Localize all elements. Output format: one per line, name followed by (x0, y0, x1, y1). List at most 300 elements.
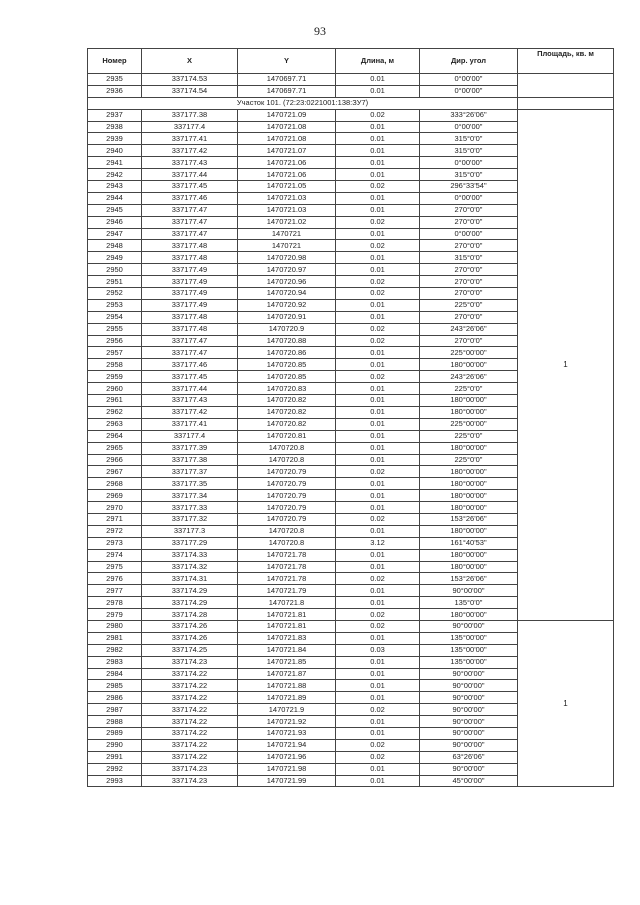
direction-angle: 315°0'0" (420, 133, 518, 145)
coord-y: 1470721.85 (238, 656, 336, 668)
point-number: 2985 (88, 680, 142, 692)
direction-angle: 0°00'00" (420, 74, 518, 86)
coord-y: 1470720.8 (238, 537, 336, 549)
length: 0.02 (336, 751, 420, 763)
coord-x: 337174.25 (142, 644, 238, 656)
point-number: 2957 (88, 347, 142, 359)
coord-x: 337174.32 (142, 561, 238, 573)
point-number: 2949 (88, 252, 142, 264)
length: 0.01 (336, 454, 420, 466)
direction-angle: 270°0'0" (420, 216, 518, 228)
point-number: 2976 (88, 573, 142, 585)
coord-y: 1470721.07 (238, 145, 336, 157)
coord-y: 1470697.71 (238, 74, 336, 86)
direction-angle: 270°0'0" (420, 264, 518, 276)
length: 0.01 (336, 668, 420, 680)
point-number: 2980 (88, 620, 142, 632)
coord-y: 1470721.94 (238, 739, 336, 751)
length: 0.01 (336, 74, 420, 86)
coord-x: 337177.47 (142, 216, 238, 228)
coord-y: 1470721.93 (238, 727, 336, 739)
direction-angle: 0°00'00" (420, 157, 518, 169)
coord-x: 337174.22 (142, 727, 238, 739)
point-number: 2941 (88, 157, 142, 169)
length: 0.02 (336, 240, 420, 252)
coord-x: 337177.49 (142, 264, 238, 276)
point-number: 2936 (88, 85, 142, 97)
point-number: 2962 (88, 406, 142, 418)
coord-y: 1470720.8 (238, 525, 336, 537)
direction-angle: 161°40'53" (420, 537, 518, 549)
coord-y: 1470721.96 (238, 751, 336, 763)
coord-x: 337174.23 (142, 763, 238, 775)
point-number: 2967 (88, 466, 142, 478)
coord-y: 1470720.82 (238, 395, 336, 407)
direction-angle: 225°0'0" (420, 454, 518, 466)
length: 0.01 (336, 727, 420, 739)
coord-y: 1470721.9 (238, 704, 336, 716)
direction-angle: 270°0'0" (420, 311, 518, 323)
point-number: 2993 (88, 775, 142, 787)
length: 0.02 (336, 276, 420, 288)
coord-x: 337174.26 (142, 632, 238, 644)
length: 0.01 (336, 502, 420, 514)
coord-x: 337177.47 (142, 204, 238, 216)
length: 0.01 (336, 561, 420, 573)
length: 0.01 (336, 656, 420, 668)
coord-y: 1470720.85 (238, 359, 336, 371)
length: 0.01 (336, 478, 420, 490)
direction-angle: 0°00'00" (420, 121, 518, 133)
coord-x: 337177.47 (142, 347, 238, 359)
direction-angle: 225°0'0" (420, 299, 518, 311)
coord-x: 337177.42 (142, 406, 238, 418)
coord-x: 337177.47 (142, 228, 238, 240)
point-number: 2969 (88, 490, 142, 502)
table-row (88, 74, 614, 86)
length: 0.01 (336, 347, 420, 359)
coord-y: 1470720.98 (238, 252, 336, 264)
length: 0.01 (336, 395, 420, 407)
point-number: 2989 (88, 727, 142, 739)
direction-angle: 180°00'00" (420, 442, 518, 454)
coord-x: 337174.31 (142, 573, 238, 585)
length: 0.01 (336, 252, 420, 264)
point-number: 2986 (88, 692, 142, 704)
length: 0.01 (336, 383, 420, 395)
point-number: 2965 (88, 442, 142, 454)
header-x: X (142, 49, 238, 74)
coord-y: 1470720.8 (238, 442, 336, 454)
point-number: 2971 (88, 513, 142, 525)
coord-x: 337174.53 (142, 74, 238, 86)
point-number: 2937 (88, 109, 142, 121)
coord-x: 337177.38 (142, 454, 238, 466)
coord-y: 1470720.88 (238, 335, 336, 347)
length: 0.02 (336, 739, 420, 751)
coord-y: 1470721.06 (238, 169, 336, 181)
direction-angle: 135°0'0" (420, 597, 518, 609)
direction-angle: 0°00'00" (420, 85, 518, 97)
point-number: 2992 (88, 763, 142, 775)
coord-y: 1470721.09 (238, 109, 336, 121)
coord-x: 337177.4 (142, 430, 238, 442)
point-number: 2963 (88, 418, 142, 430)
header-number: Номер (88, 49, 142, 74)
coord-y: 1470721.84 (238, 644, 336, 656)
length: 0.01 (336, 406, 420, 418)
direction-angle: 180°00'00" (420, 359, 518, 371)
coord-y: 1470721.81 (238, 620, 336, 632)
coord-x: 337177.42 (142, 145, 238, 157)
length: 0.01 (336, 716, 420, 728)
length: 0.02 (336, 323, 420, 335)
length: 0.01 (336, 299, 420, 311)
length: 0.02 (336, 109, 420, 121)
length: 0.02 (336, 573, 420, 585)
length: 0.02 (336, 335, 420, 347)
direction-angle: 63°26'06" (420, 751, 518, 763)
parcel-title: Участок 101. (72:23:0221001:138:ЗУ7) (88, 97, 518, 109)
coord-x: 337174.54 (142, 85, 238, 97)
coord-y: 1470720.79 (238, 502, 336, 514)
coord-y: 1470720.83 (238, 383, 336, 395)
length: 0.01 (336, 525, 420, 537)
direction-angle: 90°00'00" (420, 716, 518, 728)
coord-x: 337174.22 (142, 716, 238, 728)
point-number: 2935 (88, 74, 142, 86)
length: 0.01 (336, 359, 420, 371)
coord-x: 337177.44 (142, 169, 238, 181)
coord-y: 1470721.78 (238, 573, 336, 585)
coord-x: 337177.35 (142, 478, 238, 490)
coord-y: 1470720.91 (238, 311, 336, 323)
direction-angle: 225°0'0" (420, 383, 518, 395)
length: 0.01 (336, 157, 420, 169)
coord-x: 337174.22 (142, 704, 238, 716)
direction-angle: 225°00'00" (420, 418, 518, 430)
length: 0.01 (336, 133, 420, 145)
coord-y: 1470721.89 (238, 692, 336, 704)
point-number: 2940 (88, 145, 142, 157)
header-angle: Дир. угол (420, 49, 518, 74)
coord-x: 337177.33 (142, 502, 238, 514)
length: 0.02 (336, 371, 420, 383)
coord-x: 337174.23 (142, 775, 238, 787)
coord-y: 1470721.03 (238, 192, 336, 204)
point-number: 2953 (88, 299, 142, 311)
direction-angle: 333°26'06" (420, 109, 518, 121)
length: 0.02 (336, 288, 420, 300)
point-number: 2942 (88, 169, 142, 181)
point-number: 2945 (88, 204, 142, 216)
point-number: 2951 (88, 276, 142, 288)
coord-y: 1470721.81 (238, 609, 336, 621)
length: 0.02 (336, 181, 420, 193)
coord-x: 337177.46 (142, 359, 238, 371)
table-row (88, 620, 614, 632)
direction-angle: 0°00'00" (420, 192, 518, 204)
direction-angle: 90°00'00" (420, 680, 518, 692)
direction-angle: 180°00'00" (420, 395, 518, 407)
direction-angle: 243°26'06" (420, 323, 518, 335)
direction-angle: 153°26'06" (420, 513, 518, 525)
coord-y: 1470721.8 (238, 597, 336, 609)
coord-x: 337177.32 (142, 513, 238, 525)
coord-x: 337177.37 (142, 466, 238, 478)
direction-angle: 315°0'0" (420, 169, 518, 181)
direction-angle: 90°00'00" (420, 763, 518, 775)
direction-angle: 180°00'00" (420, 561, 518, 573)
point-number: 2974 (88, 549, 142, 561)
direction-angle: 315°0'0" (420, 252, 518, 264)
length: 0.01 (336, 442, 420, 454)
point-number: 2988 (88, 716, 142, 728)
coord-y: 1470720.92 (238, 299, 336, 311)
direction-angle: 135°00'00" (420, 644, 518, 656)
direction-angle: 90°00'00" (420, 692, 518, 704)
coord-y: 1470720.82 (238, 418, 336, 430)
length: 0.01 (336, 228, 420, 240)
direction-angle: 180°00'00" (420, 525, 518, 537)
coord-x: 337174.22 (142, 668, 238, 680)
coord-y: 1470721.78 (238, 561, 336, 573)
coord-y: 1470721.78 (238, 549, 336, 561)
point-number: 2972 (88, 525, 142, 537)
direction-angle: 225°00'00" (420, 347, 518, 359)
length: 0.01 (336, 775, 420, 787)
length: 0.01 (336, 763, 420, 775)
length: 0.01 (336, 85, 420, 97)
area-value: 1 (518, 109, 614, 620)
coord-y: 1470721 (238, 240, 336, 252)
point-number: 2943 (88, 181, 142, 193)
coord-y: 1470720.79 (238, 466, 336, 478)
direction-angle: 180°00'00" (420, 502, 518, 514)
coord-x: 337177.41 (142, 418, 238, 430)
direction-angle: 180°00'00" (420, 490, 518, 502)
coord-x: 337177.4 (142, 121, 238, 133)
coord-y: 1470721.87 (238, 668, 336, 680)
area-cell-empty (518, 74, 614, 98)
coord-y: 1470721.08 (238, 133, 336, 145)
coord-x: 337177.34 (142, 490, 238, 502)
direction-angle: 90°00'00" (420, 585, 518, 597)
point-number: 2950 (88, 264, 142, 276)
point-number: 2961 (88, 395, 142, 407)
coord-y: 1470721.03 (238, 204, 336, 216)
coord-x: 337174.26 (142, 620, 238, 632)
direction-angle: 296°33'54" (420, 181, 518, 193)
length: 0.01 (336, 585, 420, 597)
point-number: 2954 (88, 311, 142, 323)
point-number: 2984 (88, 668, 142, 680)
direction-angle: 315°0'0" (420, 145, 518, 157)
coord-x: 337177.29 (142, 537, 238, 549)
length: 0.02 (336, 513, 420, 525)
direction-angle: 180°00'00" (420, 406, 518, 418)
direction-angle: 45°00'00" (420, 775, 518, 787)
length: 0.01 (336, 264, 420, 276)
area-value: 1 (518, 620, 614, 786)
area-cell-empty (518, 97, 614, 109)
coord-x: 337174.22 (142, 692, 238, 704)
point-number: 2975 (88, 561, 142, 573)
point-number: 2991 (88, 751, 142, 763)
direction-angle: 180°00'00" (420, 466, 518, 478)
direction-angle: 270°0'0" (420, 276, 518, 288)
point-number: 2959 (88, 371, 142, 383)
table-header-row (88, 49, 614, 74)
coord-y: 1470720.85 (238, 371, 336, 383)
point-number: 2983 (88, 656, 142, 668)
coord-y: 1470721.88 (238, 680, 336, 692)
header-y: Y (238, 49, 336, 74)
point-number: 2958 (88, 359, 142, 371)
length: 0.01 (336, 418, 420, 430)
point-number: 2978 (88, 597, 142, 609)
coord-x: 337177.45 (142, 181, 238, 193)
direction-angle: 180°00'00" (420, 609, 518, 621)
point-number: 2990 (88, 739, 142, 751)
coord-x: 337177.46 (142, 192, 238, 204)
direction-angle: 135°00'00" (420, 632, 518, 644)
length: 0.01 (336, 490, 420, 502)
coord-y: 1470720.94 (238, 288, 336, 300)
point-number: 2977 (88, 585, 142, 597)
coord-x: 337174.29 (142, 585, 238, 597)
point-number: 2952 (88, 288, 142, 300)
direction-angle: 153°26'06" (420, 573, 518, 585)
coord-y: 1470721.08 (238, 121, 336, 133)
coord-y: 1470720.82 (238, 406, 336, 418)
point-number: 2955 (88, 323, 142, 335)
direction-angle: 90°00'00" (420, 739, 518, 751)
length: 0.02 (336, 704, 420, 716)
coord-x: 337177.43 (142, 395, 238, 407)
point-number: 2979 (88, 609, 142, 621)
direction-angle: 270°0'0" (420, 204, 518, 216)
coord-y: 1470720.9 (238, 323, 336, 335)
coord-x: 337177.49 (142, 299, 238, 311)
point-number: 2973 (88, 537, 142, 549)
point-number: 2964 (88, 430, 142, 442)
coord-x: 337174.23 (142, 656, 238, 668)
coord-y: 1470721 (238, 228, 336, 240)
length: 0.01 (336, 549, 420, 561)
coord-y: 1470721.05 (238, 181, 336, 193)
header-area: Площадь, кв. м (518, 49, 614, 74)
coord-x: 337174.28 (142, 609, 238, 621)
point-number: 2966 (88, 454, 142, 466)
table-row (88, 109, 614, 121)
length: 0.02 (336, 216, 420, 228)
coord-x: 337177.41 (142, 133, 238, 145)
direction-angle: 180°00'00" (420, 549, 518, 561)
direction-angle: 270°0'0" (420, 240, 518, 252)
coord-x: 337177.48 (142, 252, 238, 264)
length: 0.01 (336, 169, 420, 181)
length: 0.01 (336, 680, 420, 692)
coord-x: 337174.29 (142, 597, 238, 609)
length: 0.02 (336, 609, 420, 621)
coord-y: 1470720.79 (238, 478, 336, 490)
length: 0.01 (336, 597, 420, 609)
point-number: 2948 (88, 240, 142, 252)
point-number: 2982 (88, 644, 142, 656)
length: 0.01 (336, 192, 420, 204)
direction-angle: 270°0'0" (420, 288, 518, 300)
coord-x: 337177.48 (142, 323, 238, 335)
point-number: 2956 (88, 335, 142, 347)
coord-x: 337174.22 (142, 739, 238, 751)
coord-x: 337174.22 (142, 680, 238, 692)
coord-y: 1470720.86 (238, 347, 336, 359)
length: 0.01 (336, 204, 420, 216)
coord-y: 1470720.96 (238, 276, 336, 288)
page-number: 93 (314, 24, 326, 38)
point-number: 2939 (88, 133, 142, 145)
coord-y: 1470721.98 (238, 763, 336, 775)
parcel-title-row (88, 97, 614, 109)
coord-x: 337177.39 (142, 442, 238, 454)
coord-y: 1470721.02 (238, 216, 336, 228)
point-number: 2946 (88, 216, 142, 228)
direction-angle: 135°00'00" (420, 656, 518, 668)
coord-x: 337177.38 (142, 109, 238, 121)
length: 0.01 (336, 121, 420, 133)
coord-x: 337177.44 (142, 383, 238, 395)
coord-y: 1470697.71 (238, 85, 336, 97)
direction-angle: 90°00'00" (420, 668, 518, 680)
coord-x: 337177.43 (142, 157, 238, 169)
header-length: Длина, м (336, 49, 420, 74)
point-number: 2938 (88, 121, 142, 133)
direction-angle: 243°26'06" (420, 371, 518, 383)
direction-angle: 90°00'00" (420, 620, 518, 632)
point-number: 2968 (88, 478, 142, 490)
coord-y: 1470720.79 (238, 513, 336, 525)
length: 0.01 (336, 145, 420, 157)
length: 0.01 (336, 692, 420, 704)
table-body (88, 74, 614, 787)
coord-x: 337177.45 (142, 371, 238, 383)
coord-y: 1470721.06 (238, 157, 336, 169)
coord-y: 1470721.79 (238, 585, 336, 597)
point-number: 2981 (88, 632, 142, 644)
length: 0.01 (336, 430, 420, 442)
direction-angle: 90°00'00" (420, 727, 518, 739)
coord-x: 337177.49 (142, 276, 238, 288)
length: 3.12 (336, 537, 420, 549)
coord-y: 1470720.79 (238, 490, 336, 502)
coordinates-table (87, 48, 614, 787)
coord-x: 337177.47 (142, 335, 238, 347)
direction-angle: 225°0'0" (420, 430, 518, 442)
coord-y: 1470721.83 (238, 632, 336, 644)
coord-x: 337177.48 (142, 240, 238, 252)
direction-angle: 270°0'0" (420, 335, 518, 347)
length: 0.01 (336, 632, 420, 644)
coord-y: 1470721.99 (238, 775, 336, 787)
direction-angle: 180°00'00" (420, 478, 518, 490)
coord-x: 337174.22 (142, 751, 238, 763)
coord-x: 337177.3 (142, 525, 238, 537)
direction-angle: 0°00'00" (420, 228, 518, 240)
coord-y: 1470720.97 (238, 264, 336, 276)
length: 0.02 (336, 620, 420, 632)
point-number: 2947 (88, 228, 142, 240)
